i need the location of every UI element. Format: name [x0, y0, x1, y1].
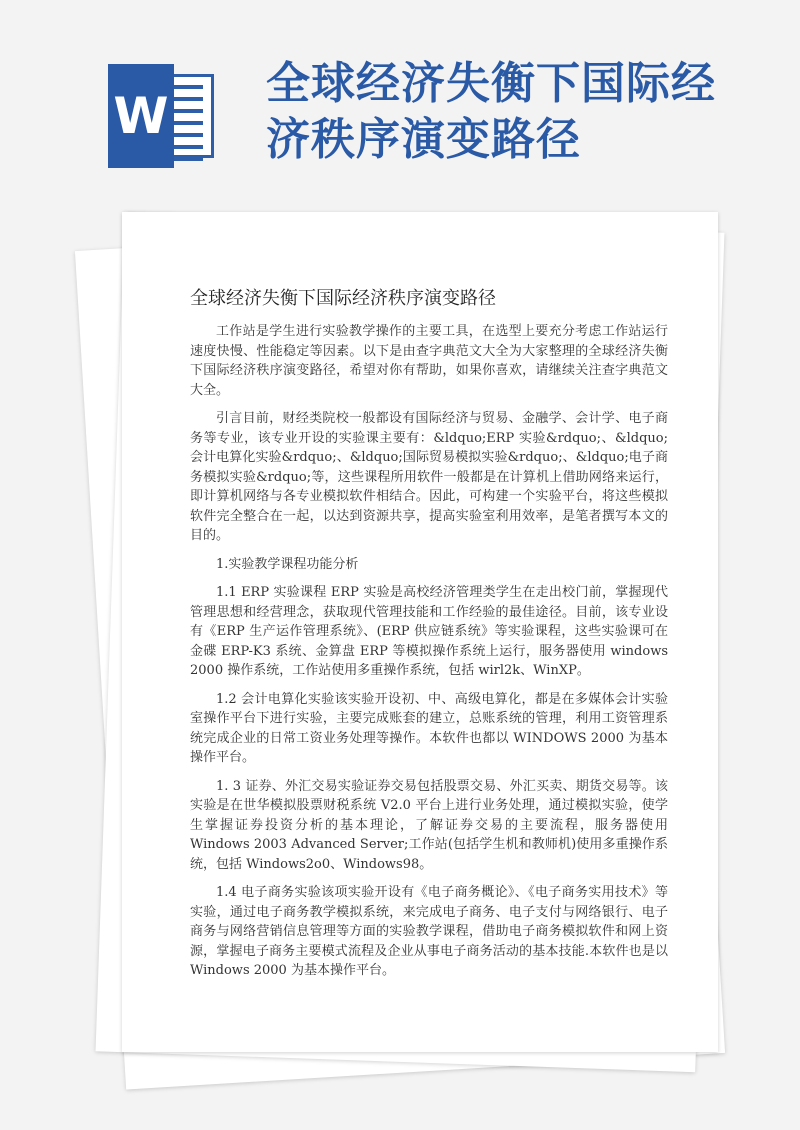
banner-title-line-1: 全球经济失衡下国际经 [266, 58, 716, 109]
paragraph-erp: 1.1 ERP 实验课程 ERP 实验是高校经济管理类学生在走出校门前，掌握现代管理思想和经营理念，获取现代管理技能和工作经验的最佳途径。目前，该专业设有《ERP 生产运作管理系统》、(ERP 供应链系统》等实验课程，这些实验课可在金碟 ERP-K3 系统、金算盘 ERP 等模拟操作系统上运行，服务器使用 windows 2000 操作系统，工作站使用多重操作系统，包括 wirl2k、WinXP。 [190, 585, 668, 678]
document-title: 全球经济失衡下国际经济秩序演变路径 [190, 288, 496, 309]
banner-title [266, 56, 786, 168]
paragraph-accounting: 1.2 会计电算化实验该实验开设初、中、高级电算化，都是在多媒体会计实验室操作平台下进行实验，主要完成账套的建立，总账系统的管理，利用工资管理系统完成企业的日常工资业务处理等操作。本软件也都以 WINDOWS 2000 为基本操作平台。 [190, 691, 668, 765]
document-body [190, 322, 668, 990]
paragraph-preface: 引言目前，财经类院校一般都设有国际经济与贸易、金融学、会计学、电子商务等专业，该专业开设的实验课主要有：&ldquo;ERP 实验&rdquo;、&ldquo;会计电算化实验&rdquo;、&ldquo;国际贸易模拟实验&rdquo;、&ldquo;电子商务模拟实验&rdquo;等，这些课程所用软件一般都是在计算机上借助网络来运行，即计算机网络与各专业模拟软件相结合。因此，可构建一个实验平台，将这些模拟软件完全整合在一起，以达到资源共享，提高实验室利用效率，是笔者撰写本文的目的。 [190, 411, 668, 543]
paragraph-ecommerce: 1.4 电子商务实验该项实验开设有《电子商务概论》、《电子商务实用技术》等实验，通过电子商务教学模拟系统，来完成电子商务、电子支付与网络银行、电子商务与网络营销信息管理等方面的实验教学课程，借助电子商务模拟软件和网上资源，掌握电子商务主要模式流程及企业从事电子商务活动的基本技能.本软件也是以 Windows 2000 为基本操作平台。 [190, 885, 668, 978]
word-letter: W [108, 64, 174, 168]
word-document-icon [108, 64, 218, 168]
paragraph-securities: 1. 3 证券、外汇交易实验证券交易包括股票交易、外汇买卖、期货交易等。该实验是在世华模拟股票财税系统 V2.0 平台上进行业务处理，通过模拟实验，使学生掌握证券投资分析的基本理论，了解证券交易的主要流程，服务器使用 Windows 2003 Advanced Server;工作站(包括学生机和教师机)使用多重操作系统，包括 Windows2o0、Windows98。 [190, 778, 668, 872]
section-heading: 1.实验教学课程功能分析 [216, 556, 359, 572]
banner-title-line-2: 济秩序演变路径 [266, 114, 581, 165]
paragraph-intro: 工作站是学生进行实验教学操作的主要工具，在选型上要充分考虑工作站运行速度快慢、性能稳定等因素。以下是由查字典范文大全为大家整理的全球经济失衡下国际经济秩序演变路径，希望对你有帮助，如果你喜欢，请继续关注查字典范文大全。 [190, 324, 668, 398]
